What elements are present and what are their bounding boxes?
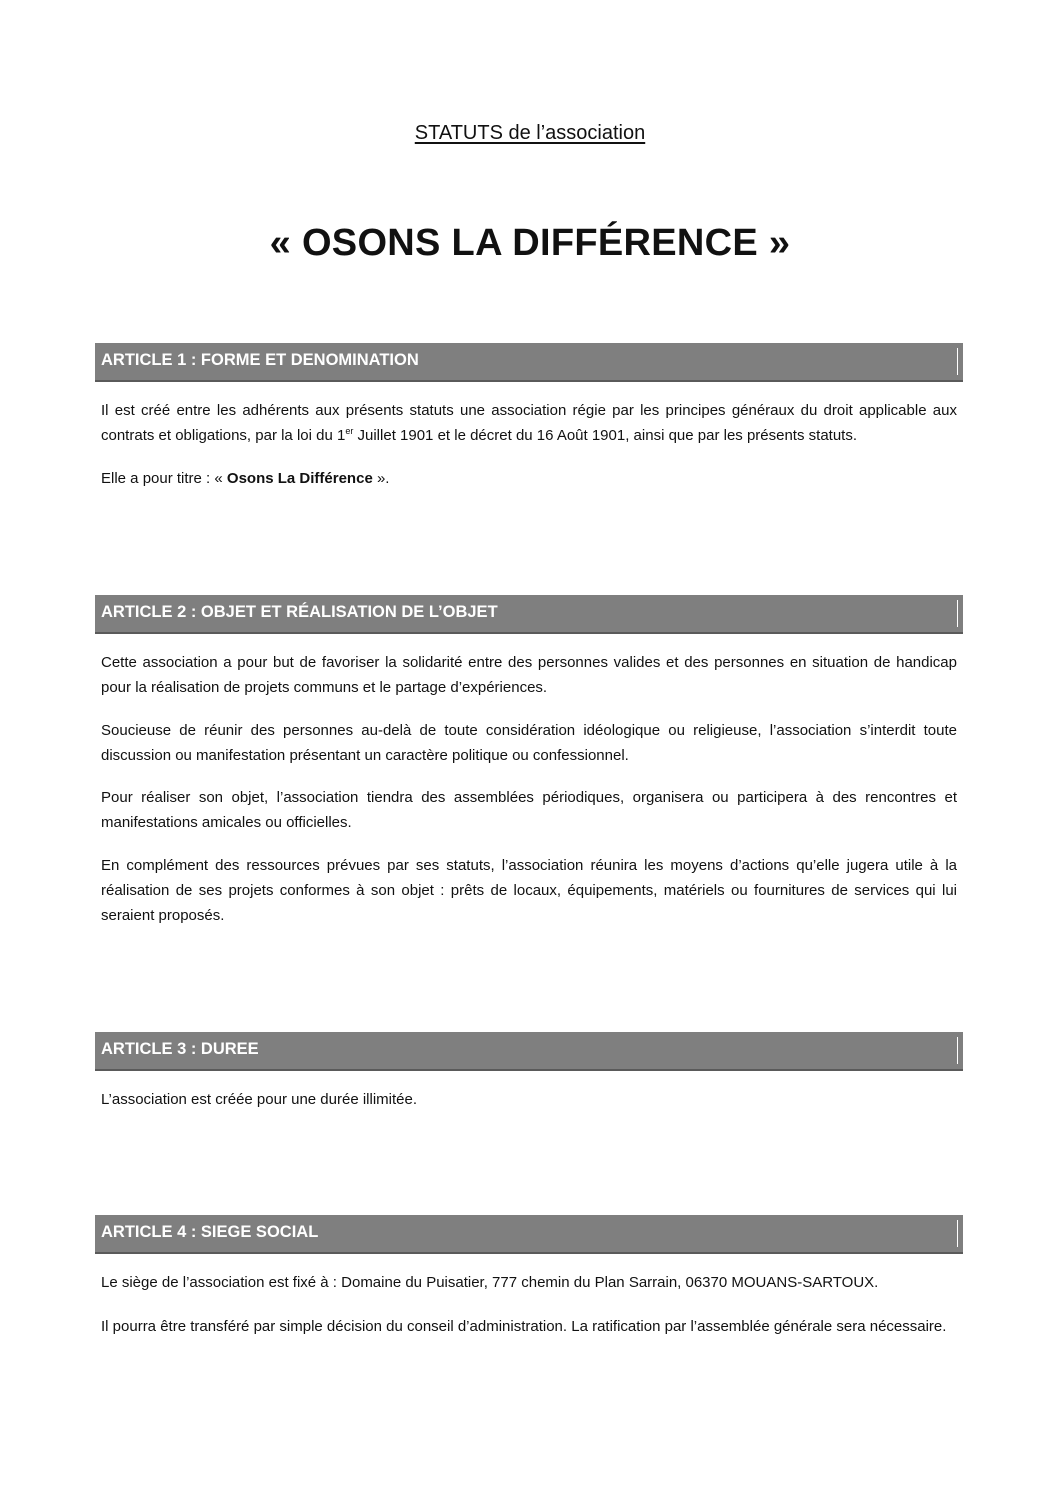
association-name: Osons La Différence [226,470,373,487]
article-1-p1-text-end: Juillet 1901 et le décret du 16 Août 1901, ainsi que par les présents statuts. [353,427,858,444]
article-1-heading: ARTICLE 1 : FORME ET DENOMINATION [101,351,419,369]
article-2-paragraph-1: Cette association a pour but de favoriser la solidarité entre des personnes valides et des personnes en situation de handicap pour la réalisation de projets communs et le partage d’expériences. [101,654,957,696]
article-1-p1-superscript: er [345,426,354,436]
article-4-heading: ARTICLE 4 : SIEGE SOCIAL [101,1223,319,1241]
document-subtitle: STATUTS de l’association [414,122,646,144]
article-2-header [95,595,963,632]
article-2-heading: ARTICLE 2 : OBJET ET RÉALISATION DE L’OBJET [101,603,498,621]
article-4-paragraph-1: Le siège de l’association est fixé à : Domaine du Puisatier, 777 chemin du Plan Sarrain, 06370 MOUANS-SARTOUX. [101,1274,879,1291]
article-1-p1-text: Il est créé entre les adhérents aux présents statuts une association régie par les principes généraux du droit applicable aux contrats et obligations, par la loi du 1 [101,402,957,444]
article-1-header [95,343,963,380]
article-2-paragraph-3: Pour réaliser son objet, l’association tiendra des assemblées périodiques, organisera ou participera à des rencontres et manifestations amicales ou officielles. [101,789,957,831]
article-2-paragraph-4: En complément des ressources prévues par ses statuts, l’association réunira les moyens d’actions qu’elle jugera utile à la réalisation de ses projets conformes à son objet : prêts de locaux, équipements, matériels ou fournitures de services qui lui seraient proposés. [101,857,957,924]
article-3-heading: ARTICLE 3 : DUREE [101,1040,259,1058]
article-2-paragraph-2: Soucieuse de réunir des personnes au-delà de toute considération idéologique ou religieuse, l’association s’interdit toute discussion ou manifestation présentant un caractère politique ou confessionnel. [101,722,957,764]
article-1-p2-text-end: ». [372,470,390,487]
article-3-paragraph-1: L’association est créée pour une durée illimitée. [101,1091,418,1108]
article-1-p2-text: Elle a pour titre : « [101,470,227,487]
document-title: « OSONS LA DIFFÉRENCE » [269,222,791,264]
article-4-paragraph-2: Il pourra être transféré par simple décision du conseil d’administration. La ratification par l’assemblée générale sera nécessaire. [101,1318,947,1335]
article-4-header [95,1215,963,1252]
article-3-header [95,1032,963,1069]
article-1-paragraph-1 [101,398,957,448]
article-1-paragraph-2 [101,466,957,491]
